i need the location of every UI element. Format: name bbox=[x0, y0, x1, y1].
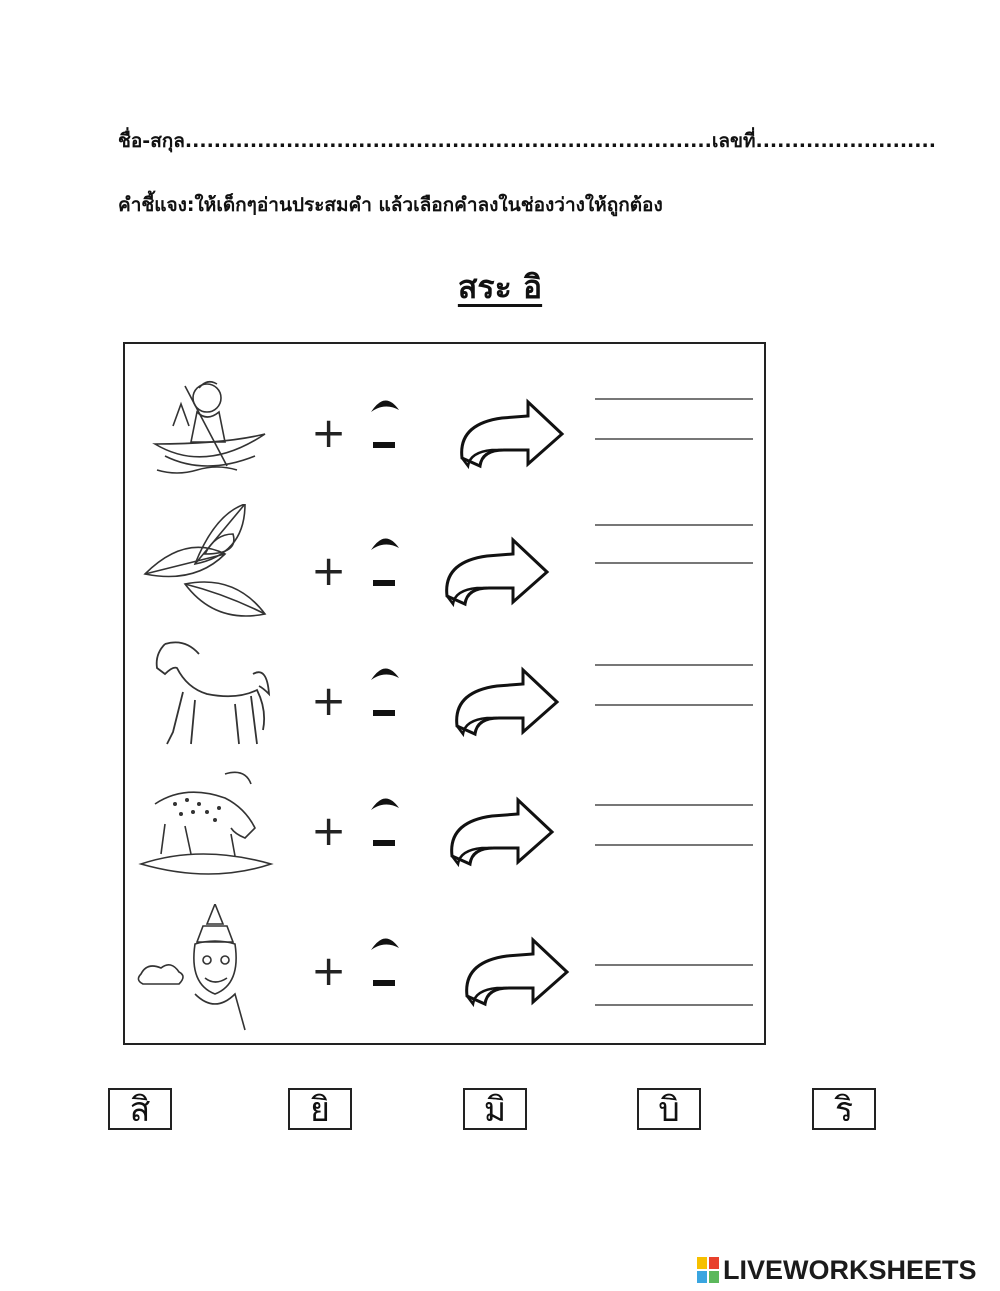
leaves-icon bbox=[135, 504, 275, 634]
curved-arrow-icon bbox=[450, 396, 570, 476]
plus-sign: + bbox=[311, 946, 347, 995]
liveworksheets-logo bbox=[697, 1254, 997, 1286]
answer-line[interactable] bbox=[595, 398, 753, 400]
curved-arrow-icon bbox=[435, 534, 555, 614]
plus-sign: + bbox=[311, 806, 347, 855]
horse-icon bbox=[135, 634, 275, 764]
leopard-icon bbox=[135, 764, 275, 894]
answer-line[interactable] bbox=[595, 524, 753, 526]
exercise-row bbox=[125, 904, 764, 1044]
liveworksheets-mark-icon bbox=[697, 1257, 719, 1283]
choice-tile-ri[interactable]: ริ bbox=[812, 1088, 876, 1130]
plus-sign: + bbox=[311, 408, 347, 457]
exercise-row bbox=[125, 366, 764, 506]
curved-arrow-icon bbox=[455, 934, 575, 1014]
answer-line[interactable] bbox=[595, 438, 753, 440]
exercise-frame bbox=[123, 342, 766, 1045]
answer-line[interactable] bbox=[595, 704, 753, 706]
answer-line[interactable] bbox=[595, 964, 753, 966]
exercise-row bbox=[125, 764, 764, 904]
plus-sign: + bbox=[311, 546, 347, 595]
instruction-text: คำชี้แจง:ให้เด็กๆอ่านประสมคำ แล้วเลือกคำลงในช่องว่างให้ถูกต้อง bbox=[118, 194, 663, 216]
answer-line[interactable] bbox=[595, 1004, 753, 1006]
exercise-row bbox=[125, 504, 764, 644]
sara-i-vowel-icon bbox=[365, 392, 405, 462]
choice-row bbox=[0, 1088, 1000, 1138]
answer-line[interactable] bbox=[595, 844, 753, 846]
answer-line[interactable] bbox=[595, 664, 753, 666]
curved-arrow-icon bbox=[445, 664, 565, 744]
logo-text: LIVEWORKSHEETS bbox=[723, 1254, 977, 1285]
choice-tile-yi[interactable]: ยิ bbox=[288, 1088, 352, 1130]
sara-i-vowel-icon bbox=[365, 660, 405, 730]
exercise-row bbox=[125, 634, 764, 774]
page-title: สระ อิ bbox=[457, 268, 543, 306]
sara-i-vowel-icon bbox=[365, 530, 405, 600]
choice-tile-bi[interactable]: บิ bbox=[637, 1088, 701, 1130]
answer-line[interactable] bbox=[595, 562, 753, 564]
answer-line[interactable] bbox=[595, 804, 753, 806]
boy-in-boat-icon bbox=[135, 366, 275, 496]
name-and-number-line: ชื่อ-สกุล.........................................................................เลขที่......................... bbox=[118, 130, 936, 152]
plus-sign: + bbox=[311, 676, 347, 725]
giant-mask-icon bbox=[135, 904, 275, 1034]
choice-tile-mi[interactable]: มิ bbox=[463, 1088, 527, 1130]
sara-i-vowel-icon bbox=[365, 930, 405, 1000]
sara-i-vowel-icon bbox=[365, 790, 405, 860]
choice-tile-si[interactable]: สิ bbox=[108, 1088, 172, 1130]
curved-arrow-icon bbox=[440, 794, 560, 874]
